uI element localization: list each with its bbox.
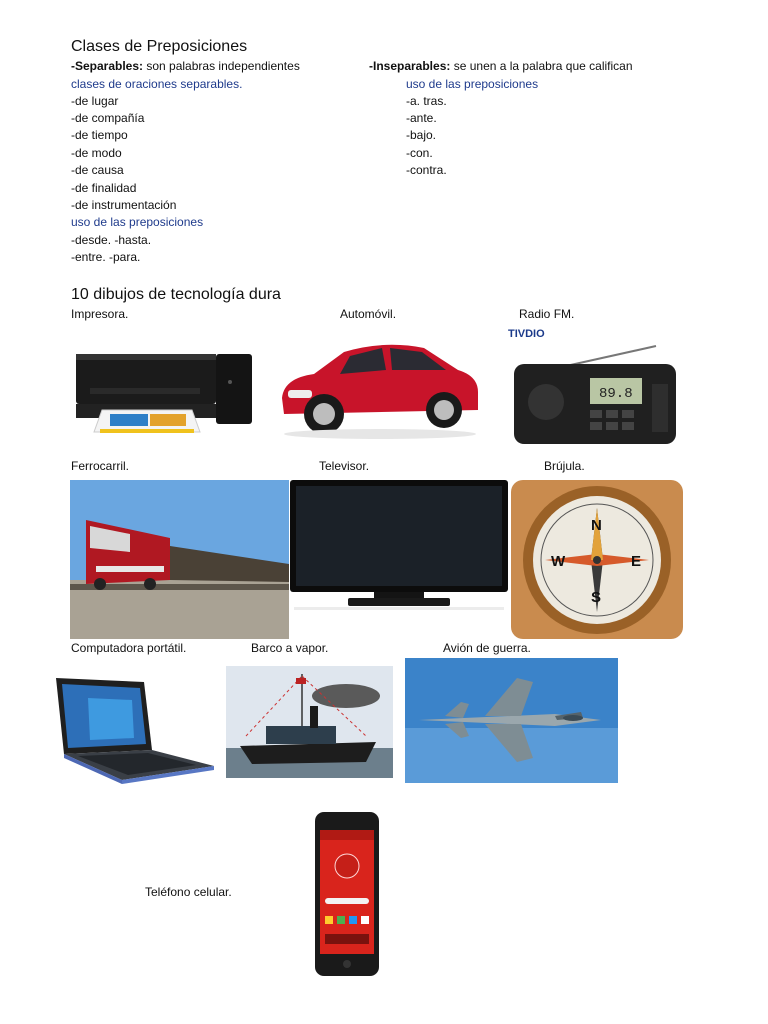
list-item: -entre. -para. xyxy=(71,250,141,264)
separables-label: -Separables: xyxy=(71,59,144,73)
caption-televisor: Televisor. xyxy=(319,459,370,473)
caption-radio: Radio FM. xyxy=(519,307,575,321)
radio-image xyxy=(506,324,684,446)
car-image xyxy=(274,330,486,442)
caption-ferrocarril: Ferrocarril. xyxy=(71,459,130,473)
caption-automovil: Automóvil. xyxy=(340,307,397,321)
list-item: -contra. xyxy=(406,163,447,177)
phone-image xyxy=(313,810,381,978)
list-item: -ante. xyxy=(406,111,437,125)
list-item: -con. xyxy=(406,146,433,160)
list-item: -de lugar xyxy=(71,94,119,108)
inseparables-line xyxy=(369,58,633,75)
caption-impresora: Impresora. xyxy=(71,307,129,321)
list-item: -de causa xyxy=(71,163,124,177)
radio-brand-text: TIVDIO xyxy=(508,328,545,340)
uso-title: uso de las preposiciones xyxy=(71,215,204,229)
inseparables-description: se unen a la palabra que califican xyxy=(450,59,633,73)
list-item: -de instrumentación xyxy=(71,198,177,212)
caption-barco: Barco a vapor. xyxy=(251,641,329,655)
radio-display-text: 89.8 xyxy=(599,386,633,402)
inseparables-label: -Inseparables: xyxy=(369,59,451,73)
caption-brujula: Brújula. xyxy=(544,459,585,473)
train-image xyxy=(70,480,289,639)
list-item: -bajo. xyxy=(406,128,437,142)
list-item: -desde. -hasta. xyxy=(71,233,152,247)
compass-south: S xyxy=(591,589,602,606)
television-image xyxy=(290,480,508,610)
compass-north: N xyxy=(591,517,602,534)
list-item: -de finalidad xyxy=(71,181,137,195)
printer-image xyxy=(70,332,260,442)
section-title-tecnologia: 10 dibujos de tecnología dura xyxy=(71,286,281,303)
caption-telefono: Teléfono celular. xyxy=(145,885,232,899)
laptop-image xyxy=(48,668,218,790)
compass-west: W xyxy=(551,553,566,570)
list-item: -de tiempo xyxy=(71,128,128,142)
caption-avion: Avión de guerra. xyxy=(443,641,531,655)
list-item: -a. tras. xyxy=(406,94,447,108)
inseparables-subtitle: uso de las preposiciones xyxy=(406,77,539,91)
fighter-jet-image xyxy=(405,658,618,783)
separables-description: son palabras independientes xyxy=(143,59,300,73)
compass-east: E xyxy=(631,553,642,570)
list-item: -de modo xyxy=(71,146,122,160)
compass-image xyxy=(511,480,683,639)
caption-computadora: Computadora portátil. xyxy=(71,641,187,655)
section-title-preposiciones: Clases de Preposiciones xyxy=(71,38,248,55)
steamboat-image xyxy=(226,666,393,790)
list-item: -de compañía xyxy=(71,111,145,125)
separables-line xyxy=(71,58,300,75)
separables-subtitle: clases de oraciones separables. xyxy=(71,77,243,91)
